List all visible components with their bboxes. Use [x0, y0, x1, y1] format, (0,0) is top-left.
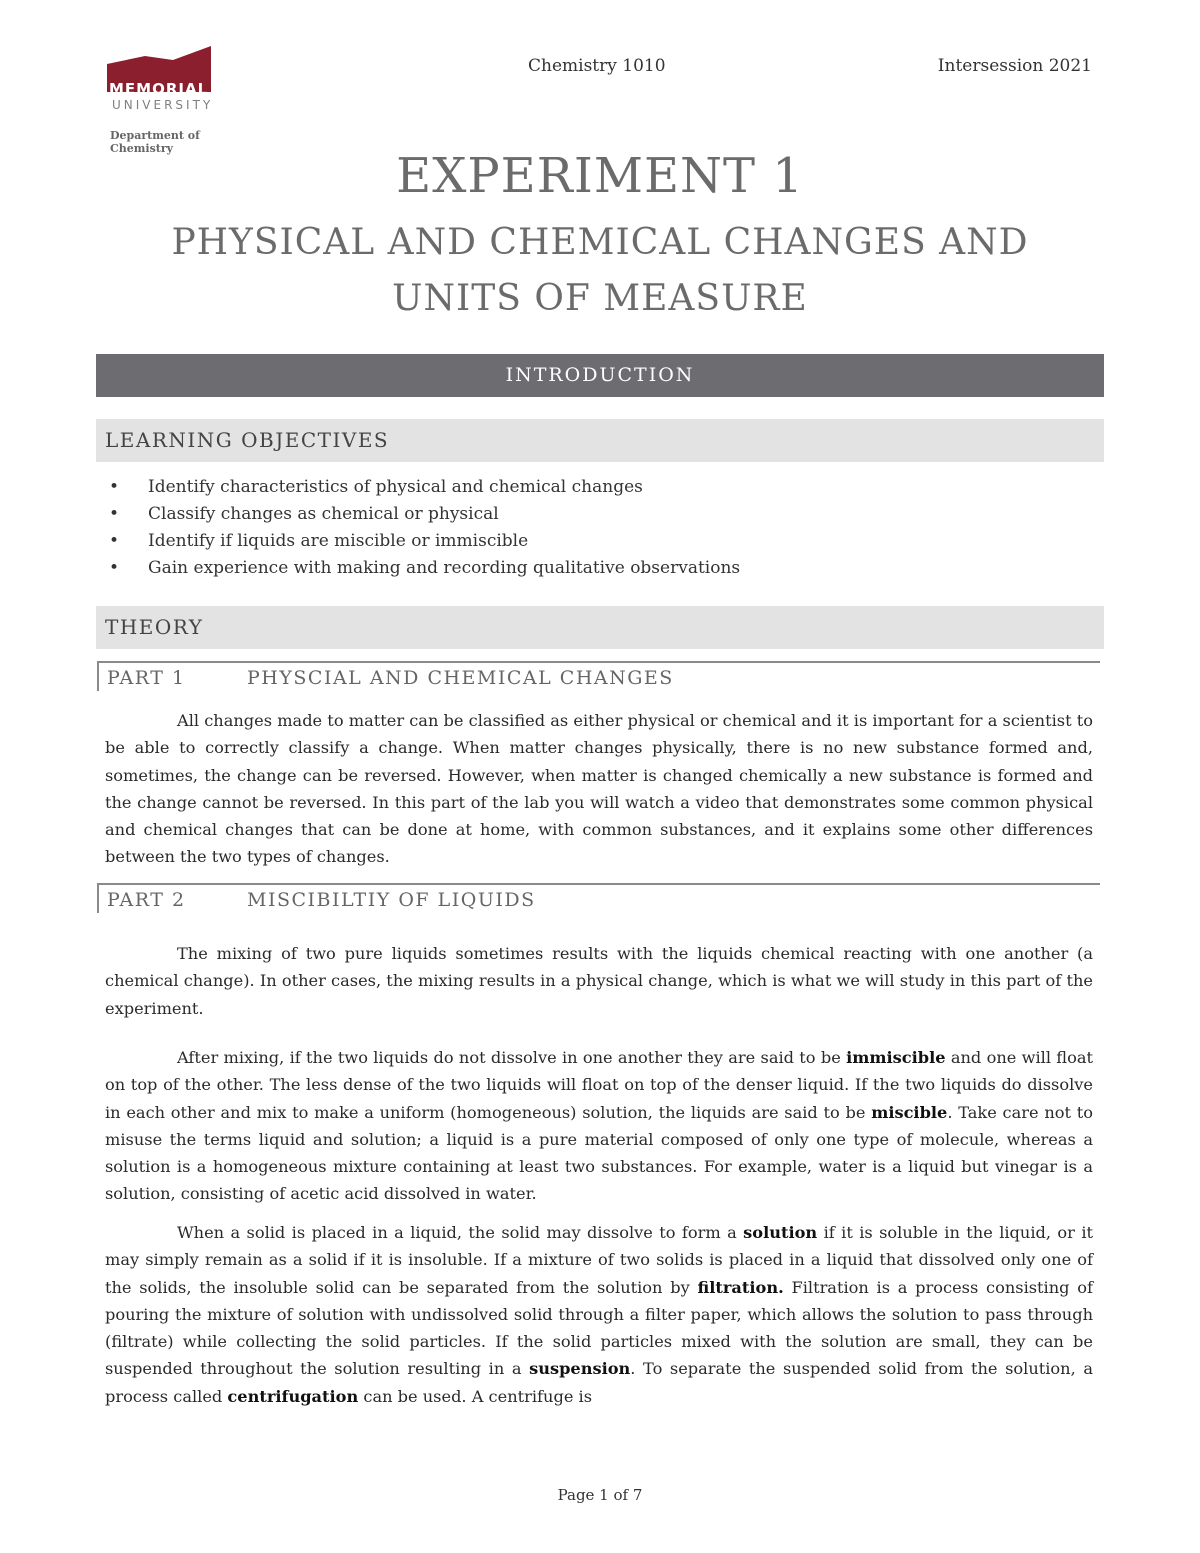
- learning-objectives-heading: LEARNING OBJECTIVES: [96, 419, 1104, 462]
- part-2-number: PART 2: [107, 889, 186, 911]
- list-item: • Gain experience with making and recording qualitative observations: [109, 558, 741, 578]
- list-item: • Classify changes as chemical or physical: [109, 504, 499, 524]
- part-1-heading: [97, 661, 1100, 691]
- subtitle-line-1: PHYSICAL AND CHEMICAL CHANGES AND: [171, 222, 1029, 263]
- subtitle-line-2: UNITS OF MEASURE: [392, 278, 808, 319]
- logo-department: Department of Chemistry: [110, 129, 200, 155]
- theory-heading: THEORY: [96, 606, 1104, 649]
- logo-subtitle: UNIVERSITY: [112, 98, 214, 112]
- experiment-title: EXPERIMENT 1: [396, 148, 804, 204]
- term-name: Intersession 2021: [937, 56, 1092, 76]
- list-item: • Identify if liquids are miscible or immiscible: [109, 531, 529, 551]
- experiment-subtitle: [0, 215, 1200, 327]
- part-1-name: PHYSCIAL AND CHEMICAL CHANGES: [247, 667, 674, 689]
- part-1-paragraph: All changes made to matter can be classified as either physical or chemical and it is important for a scientist to be able to correctly classify a change. When matter changes physically, there is no new substance formed and, sometimes, the change can be reversed. However, when matter is changed chemically a new substance is formed and the change cannot be reversed. In this part of the lab you will watch a video that demonstrates some common physical and chemical changes that can be done at home, with common substances, and it explains some other differences between the two types of changes.: [105, 711, 1093, 867]
- memorial-university-logo: [105, 46, 255, 155]
- term-centrifugation: centrifugation: [227, 1386, 359, 1406]
- course-name: Chemistry 1010: [528, 56, 666, 76]
- part-2-paragraph-3: When a solid is placed in a liquid, the solid may dissolve to form a solution if it is soluble in the liquid, or it may simply remain as a solid if it is insoluble. If a mixture of two solids is placed in a liquid that dissolved only one of the solids, the insoluble solid can be separated from the solution by filtration. Filtration is a process consisting of pouring the mixture of solution with undissolved solid through a filter paper, which allows the solution to pass through (filtrate) while collecting the solid particles. If the solid particles mixed with the solution are small, they can be suspended throughout the solution resulting in a suspension. To separate the suspended solid from the solution, a process called centrifugation can be used. A centrifuge is: [105, 1223, 1094, 1406]
- term-immiscible: immiscible: [846, 1048, 946, 1067]
- term-solution: solution: [743, 1223, 818, 1242]
- term-filtration: filtration.: [697, 1277, 784, 1297]
- logo-wordmark: MEMORIAL: [109, 80, 209, 98]
- learning-objectives-list: [105, 474, 740, 582]
- part-2-heading: [97, 883, 1100, 913]
- term-suspension: suspension: [529, 1359, 631, 1379]
- part-2-name: MISCIBILTIY OF LIQUIDS: [247, 889, 536, 911]
- part-1-number: PART 1: [107, 667, 186, 689]
- introduction-heading: INTRODUCTION: [96, 354, 1104, 397]
- term-miscible: miscible: [871, 1102, 948, 1122]
- page-number: Page 1 of 7: [557, 1486, 643, 1504]
- part-2-paragraph-1: The mixing of two pure liquids sometimes results with the liquids chemical reacting with one another (a chemical change). In other cases, the mixing results in a physical change, which is what we will study in this part of the experiment.: [105, 944, 1093, 1018]
- list-item: • Identify characteristics of physical and chemical changes: [109, 477, 643, 497]
- part-2-paragraph-2: After mixing, if the two liquids do not dissolve in one another they are said to be immiscible and one will float on top of the other. The less dense of the two liquids will float on top of the denser liquid. If the two liquids do dissolve in each other and mix to make a uniform (homogeneous) solution, the liquids are said to be miscible. Take care not to misuse the terms liquid and solution; a liquid is a pure material composed of only one type of molecule, whereas a solution is a homogeneous mixture containing at least two substances. For example, water is a liquid but vinegar is a solution, consisting of acetic acid dissolved in water.: [105, 1048, 1093, 1204]
